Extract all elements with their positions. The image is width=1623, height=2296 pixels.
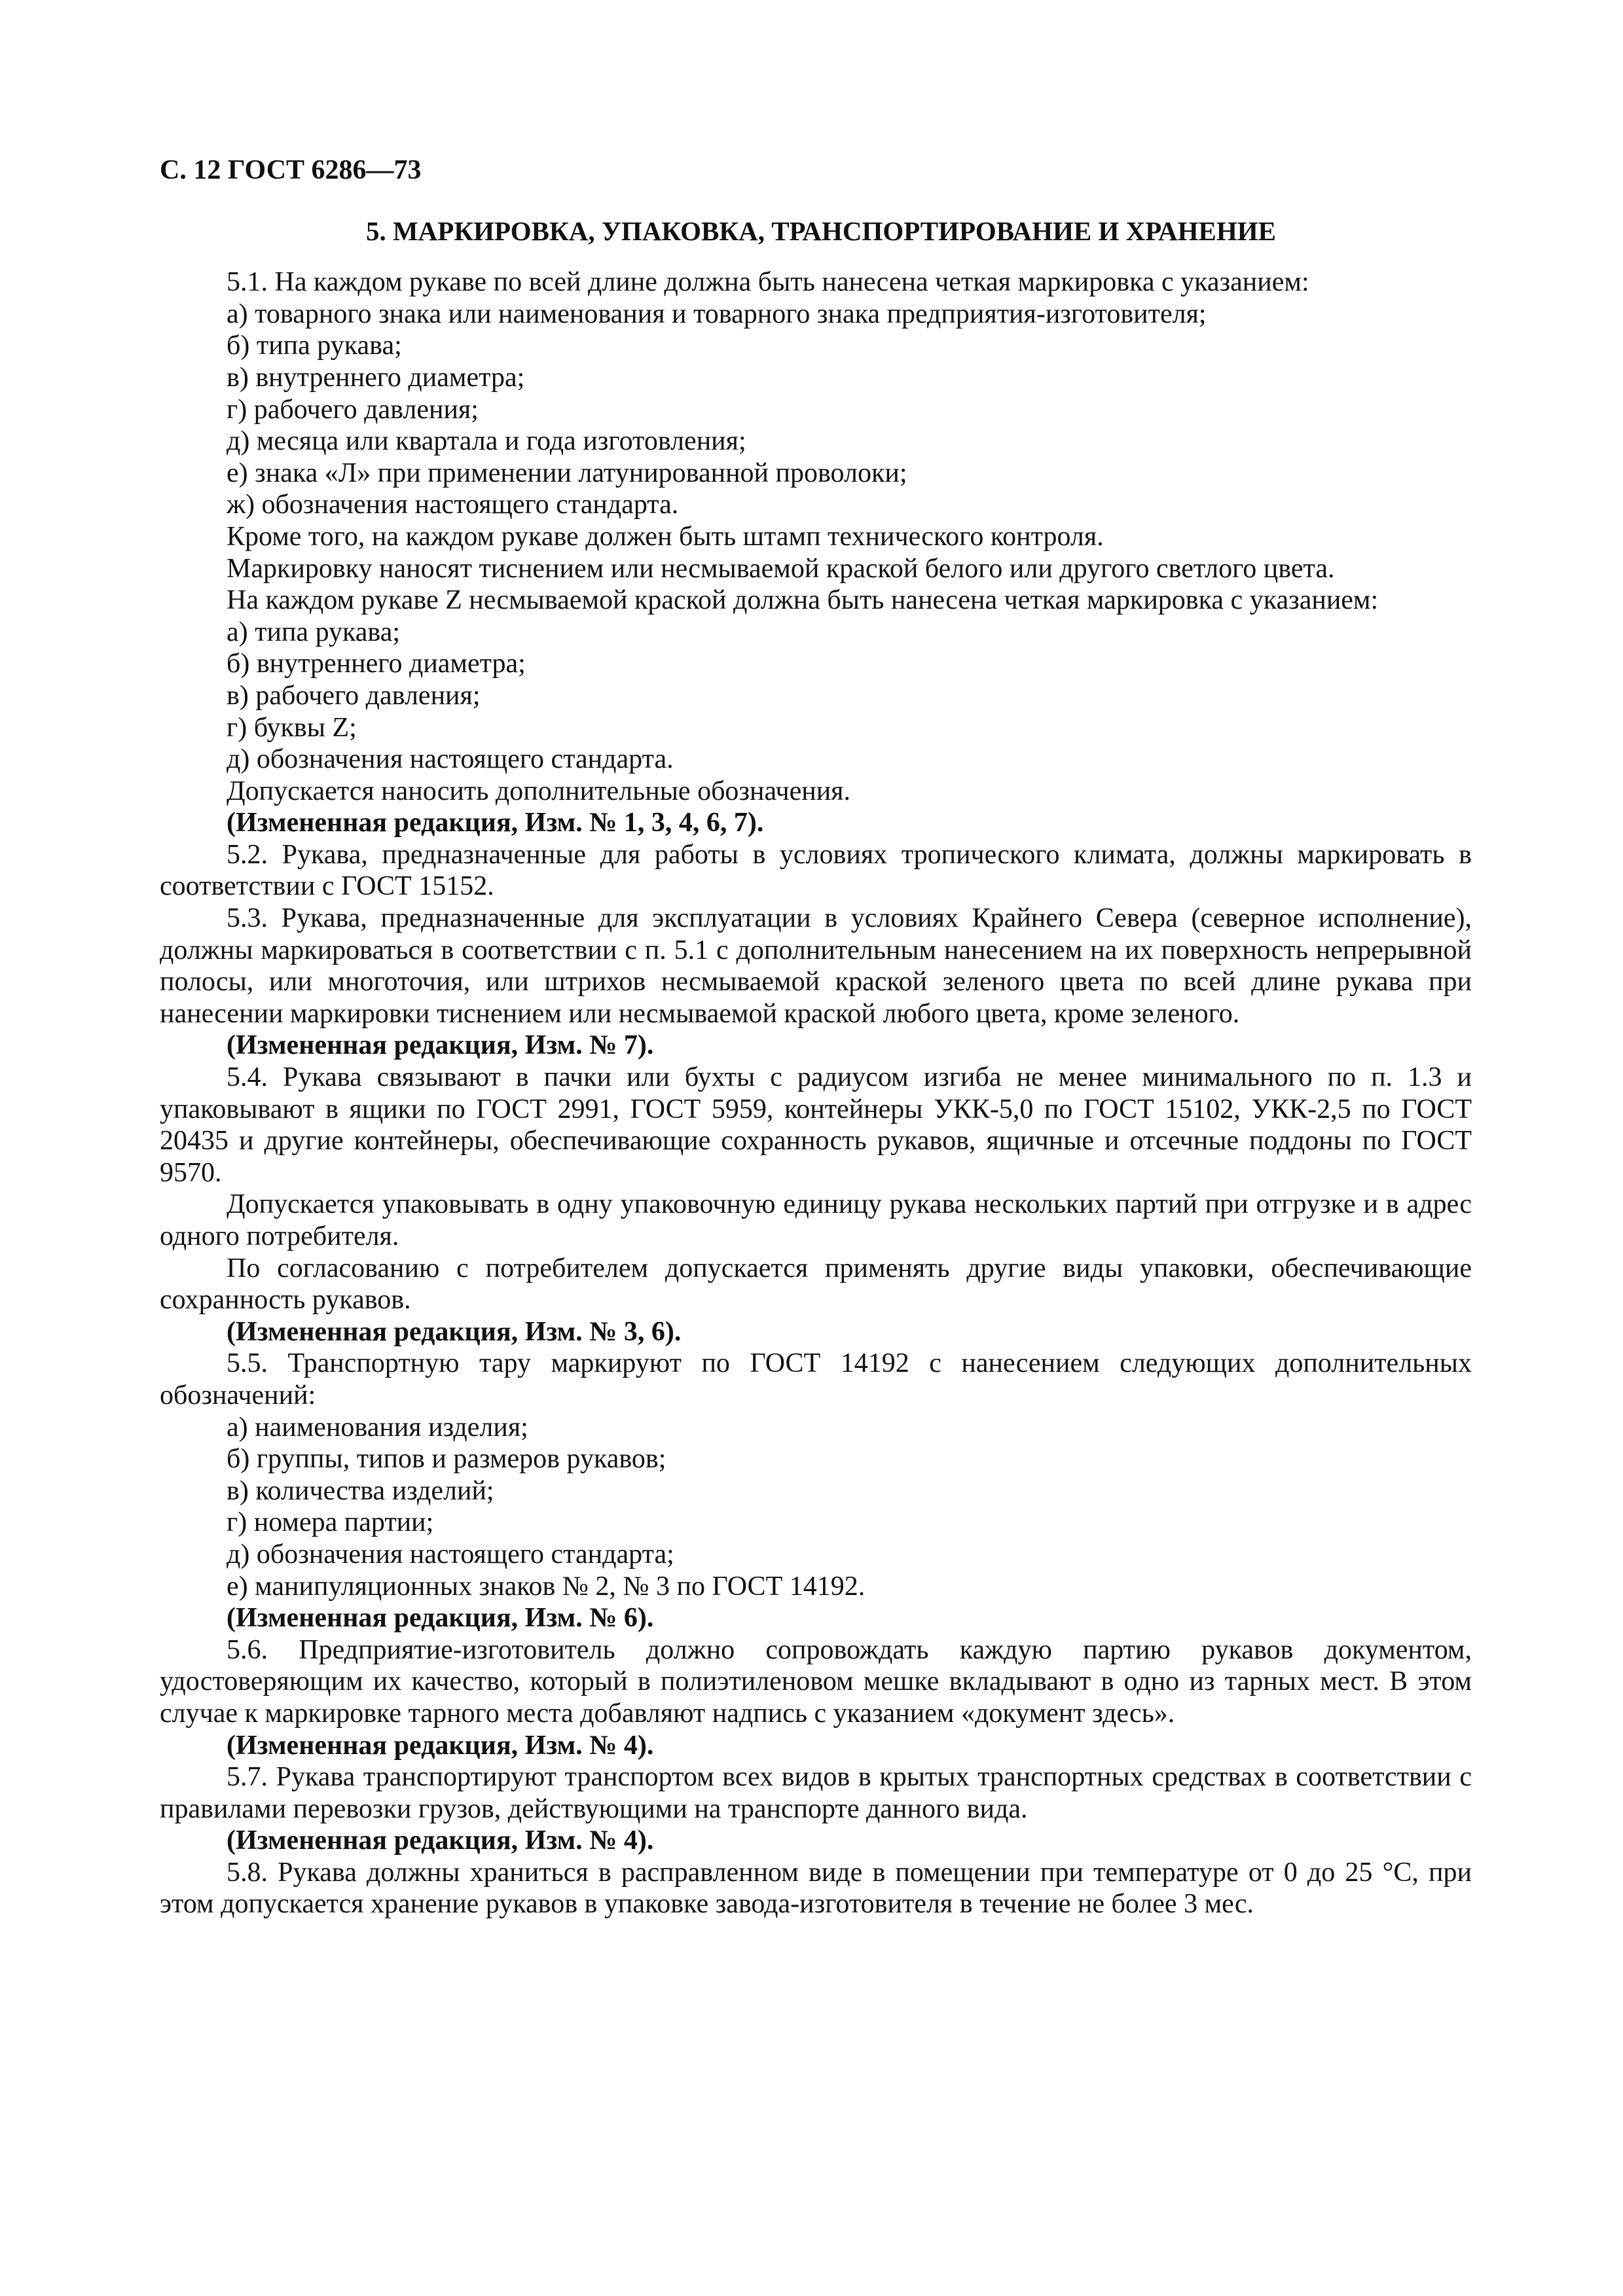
paragraph: На каждом рукаве Z несмываемой краской должна быть нанесена четкая маркировка с указанием:	[227, 585, 1379, 616]
paragraph: Допускается упаковывать в одну упаковочную единицу рукава нескольких партий при отгрузке и в адрес одного потребителя.	[160, 1189, 1472, 1251]
list-item: ж) обозначения настоящего стандарта.	[227, 490, 679, 520]
list-item: е) знака «Л» при применении латунированной проволоки;	[227, 457, 907, 488]
section-title: 5. МАРКИРОВКА, УПАКОВКА, ТРАНСПОРТИРОВАНИЕ И ХРАНЕНИЕ	[365, 215, 1277, 246]
list-item: а) наименования изделия;	[227, 1412, 528, 1443]
paragraph: 5.5. Транспортную тару маркируют по ГОСТ 14192 с нанесением следующих дополнительных обозначений:	[160, 1348, 1472, 1410]
list-item: д) обозначения настоящего стандарта;	[227, 1539, 674, 1570]
paragraph: 5.4. Рукава связывают в пачки или бухты с радиусом изгиба не менее минимального по п. 1.3 и упаковывают в ящики по ГОСТ 2991, ГОСТ 5959, контейнеры УКК-5,0 по ГОСТ 15102, УКК-2,5 по ГОСТ 20435 и другие контейнеры, обеспечивающие сохранность рукавов, ящичные и отсечные поддоны по ГОСТ 9570.	[160, 1062, 1472, 1188]
list-item: а) товарного знака или наименования и товарного знака предприятия-изготовителя;	[227, 298, 1207, 329]
paragraph: По согласованию с потребителем допускается применять другие виды упаковки, обеспечивающие сохранность рукавов.	[160, 1253, 1472, 1316]
list-item: г) номера партии;	[227, 1507, 434, 1538]
list-item: б) типа рукава;	[227, 331, 402, 361]
list-item: е) манипуляционных знаков № 2, № 3 по ГОСТ 14192.	[227, 1571, 866, 1602]
amendment-note: (Измененная редакция, Изм. № 4).	[227, 1825, 654, 1856]
list-item: д) обозначения настоящего стандарта.	[227, 744, 674, 775]
section-body	[160, 266, 1472, 1920]
list-item: б) внутреннего диаметра;	[227, 649, 526, 679]
paragraph: 5.8. Рукава должны храниться в расправленном виде в помещении при температуре от 0 до 25 °С, при этом допускается хранение рукавов в упаковке завода-изготовителя в течение не более 3 мес.	[160, 1857, 1472, 1920]
list-item: г) буквы Z;	[227, 712, 357, 743]
list-item: в) рабочего давления;	[227, 680, 481, 711]
document-page	[160, 154, 1472, 1920]
amendment-note: (Измененная редакция, Изм. № 4).	[227, 1730, 654, 1761]
paragraph: 5.1. На каждом рукаве по всей длине должна быть нанесена четкая маркировка с указанием:	[227, 267, 1309, 298]
amendment-note: (Измененная редакция, Изм. № 6).	[227, 1603, 654, 1634]
list-item: г) рабочего давления;	[227, 394, 479, 425]
amendment-note: (Измененная редакция, Изм. № 7).	[227, 1030, 654, 1061]
list-item: б) группы, типов и размеров рукавов;	[227, 1444, 666, 1475]
list-item: в) внутреннего диаметра;	[227, 362, 525, 393]
list-item: а) типа рукава;	[227, 617, 401, 647]
paragraph: Кроме того, на каждом рукаве должен быть штамп технического контроля.	[227, 521, 1104, 552]
page-header: С. 12 ГОСТ 6286—73	[160, 155, 422, 185]
list-item: д) месяца или квартала и года изготовления;	[227, 426, 746, 457]
amendment-note: (Измененная редакция, Изм. № 1, 3, 4, 6, 7).	[227, 808, 764, 838]
paragraph: Маркировку наносят тиснением или несмываемой краской белого или другого светлого цвета.	[227, 553, 1335, 584]
paragraph: 5.2. Рукава, предназначенные для работы в условиях тропического климата, должны маркировать в соответствии с ГОСТ 15152.	[160, 839, 1472, 902]
list-item: в) количества изделий;	[227, 1475, 494, 1506]
amendment-note: (Измененная редакция, Изм. № 3, 6).	[227, 1316, 682, 1347]
paragraph: Допускается наносить дополнительные обозначения.	[227, 776, 850, 806]
paragraph: 5.6. Предприятие-изготовитель должно сопровождать каждую партию рукавов документом, удостоверяющим их качество, который в полиэтиленовом мешке вкладывают в одно из тарных мест. В этом случае к маркировке тарного места добавляют надпись с указанием «документ здесь».	[160, 1634, 1472, 1729]
paragraph: 5.3. Рукава, предназначенные для эксплуатации в условиях Крайнего Севера (северное исполнение), должны маркироваться в соответствии с п. 5.1 с дополнительным нанесением на их поверхность непрерывной полосы, или многоточия, или штрихов несмываемой краской зеленого цвета по всей длине рукава при нанесении маркировки тиснением или несмываемой краской любого цвета, кроме зеленого.	[160, 903, 1472, 1029]
paragraph: 5.7. Рукава транспортируют транспортом всех видов в крытых транспортных средствах в соответствии с правилами перевозки грузов, действующими на транспорте данного вида.	[160, 1762, 1472, 1824]
